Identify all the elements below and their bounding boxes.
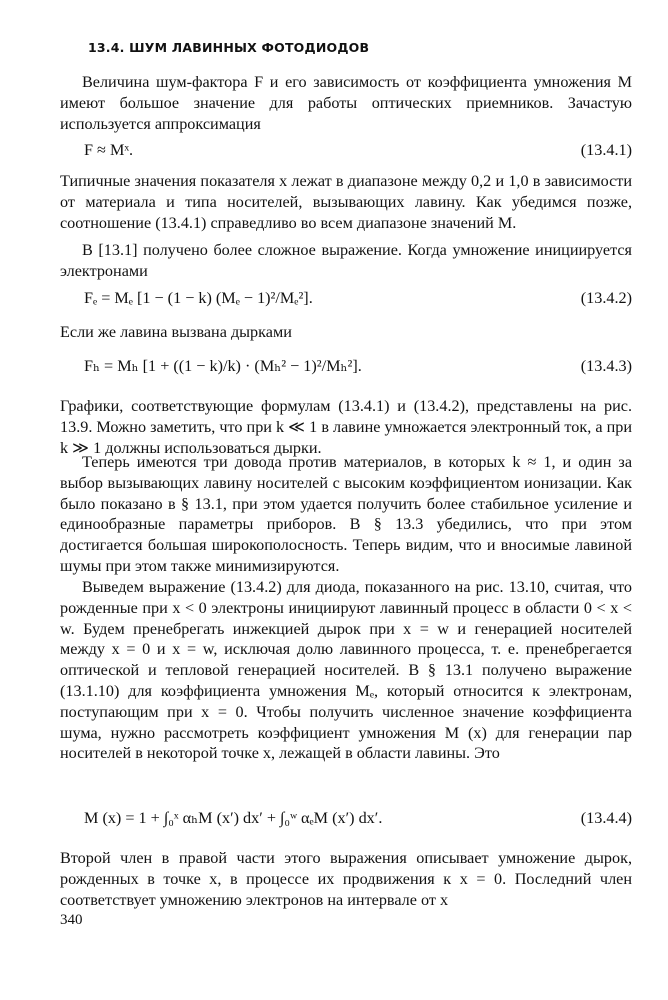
paragraph-2: Типичные значения показателя x лежат в диапазоне между 0,2 и 1,0 в зависимости от материала и типа носителей, вызывающих лавину. Как убедимся позже, соотношение (13.4.1) справедливо во всем диапазоне значений M. — [60, 172, 632, 232]
paragraph-7: Выведем выражение (13.4.2) для диода, показанного на рис. 13.10, считая, что рожденные при x < 0 электроны инициируют лавинный процесс в области 0 < x < w. Будем пренебрегать инжекцией дырок при x = w и генерацией носителей между x = 0 и x = w, исключая долю лавинного процесса, т. е. пренебрегается оптической и тепловой генерацией носителей. В § 13.1 получено выражение (13.1.10) для коэффициента умножения Mₑ, который относится к электронам, поступающим при x = 0. Чтобы получить численное значение коэффициента шума, нужно рассмотреть коэффициент умножения M (x) для генерации пар носителей в некоторой точке x, лежащей в области лавины. Это — [60, 578, 632, 763]
page-number: 340 — [60, 912, 83, 928]
equation-expression: Fₑ = Mₑ [1 − (1 − k) (Mₑ − 1)²/Mₑ²]. — [84, 289, 313, 307]
equation-number: (13.4.2) — [580, 289, 632, 307]
paragraph-4: Если же лавина вызвана дырками — [60, 323, 292, 341]
equation-expression: Fₕ = Mₕ [1 + ((1 − k)/k) · (Mₕ² − 1)²/Mₕ²]. — [84, 357, 362, 375]
equation-expression: M (x) = 1 + ∫₀ˣ αₕM (x′) dx′ + ∫₀ʷ αₑM (x′) dx′. — [84, 809, 383, 827]
paragraph-3: В [13.1] получено более сложное выражение. Когда умножение инициируется электронами — [60, 241, 632, 280]
equation-number: (13.4.4) — [580, 809, 632, 827]
equation-13-4-4 — [84, 788, 632, 848]
equation-13-4-2 — [84, 284, 632, 312]
equation-number: (13.4.1) — [580, 141, 632, 159]
equation-13-4-3 — [84, 336, 632, 396]
paragraph-1: Величина шум-фактора F и его зависимость от коэффициента умножения M имеют большое значение для работы оптических приемников. Зачастую используется аппроксимация — [60, 73, 632, 133]
equation-number: (13.4.3) — [580, 357, 632, 375]
paragraph-5: Графики, соответствующие формулам (13.4.1) и (13.4.2), представлены на рис. 13.9. Можно заметить, что при k ≪ 1 в лавине умножается электронный ток, а при k ≫ 1 должны использоваться дырки. — [60, 397, 632, 457]
equation-13-4-1 — [84, 136, 632, 164]
paragraph-6: Теперь имеются три довода против материалов, в которых k ≈ 1, и один за выбор вызывающих лавину носителей с высоким коэффициентом ионизации. Как было показано в § 13.1, при этом удается получить более стабильное усиление и единообразные параметры приборов. В § 13.3 убедились, что при этом достигается большая широкополосность. Теперь видим, что и вносимые лавиной шумы при этом также минимизируются. — [60, 453, 632, 575]
section-heading: 13.4. ШУМ ЛАВИННЫХ ФОТОДИОДОВ — [88, 40, 370, 55]
paragraph-8: Второй член в правой части этого выражения описывает умножение дырок, рожденных в точке x, в процессе их продвижения к x = 0. Последний член соответствует умножению электронов на интервале от x — [60, 849, 632, 909]
equation-expression: F ≈ Mˣ. — [84, 141, 134, 159]
